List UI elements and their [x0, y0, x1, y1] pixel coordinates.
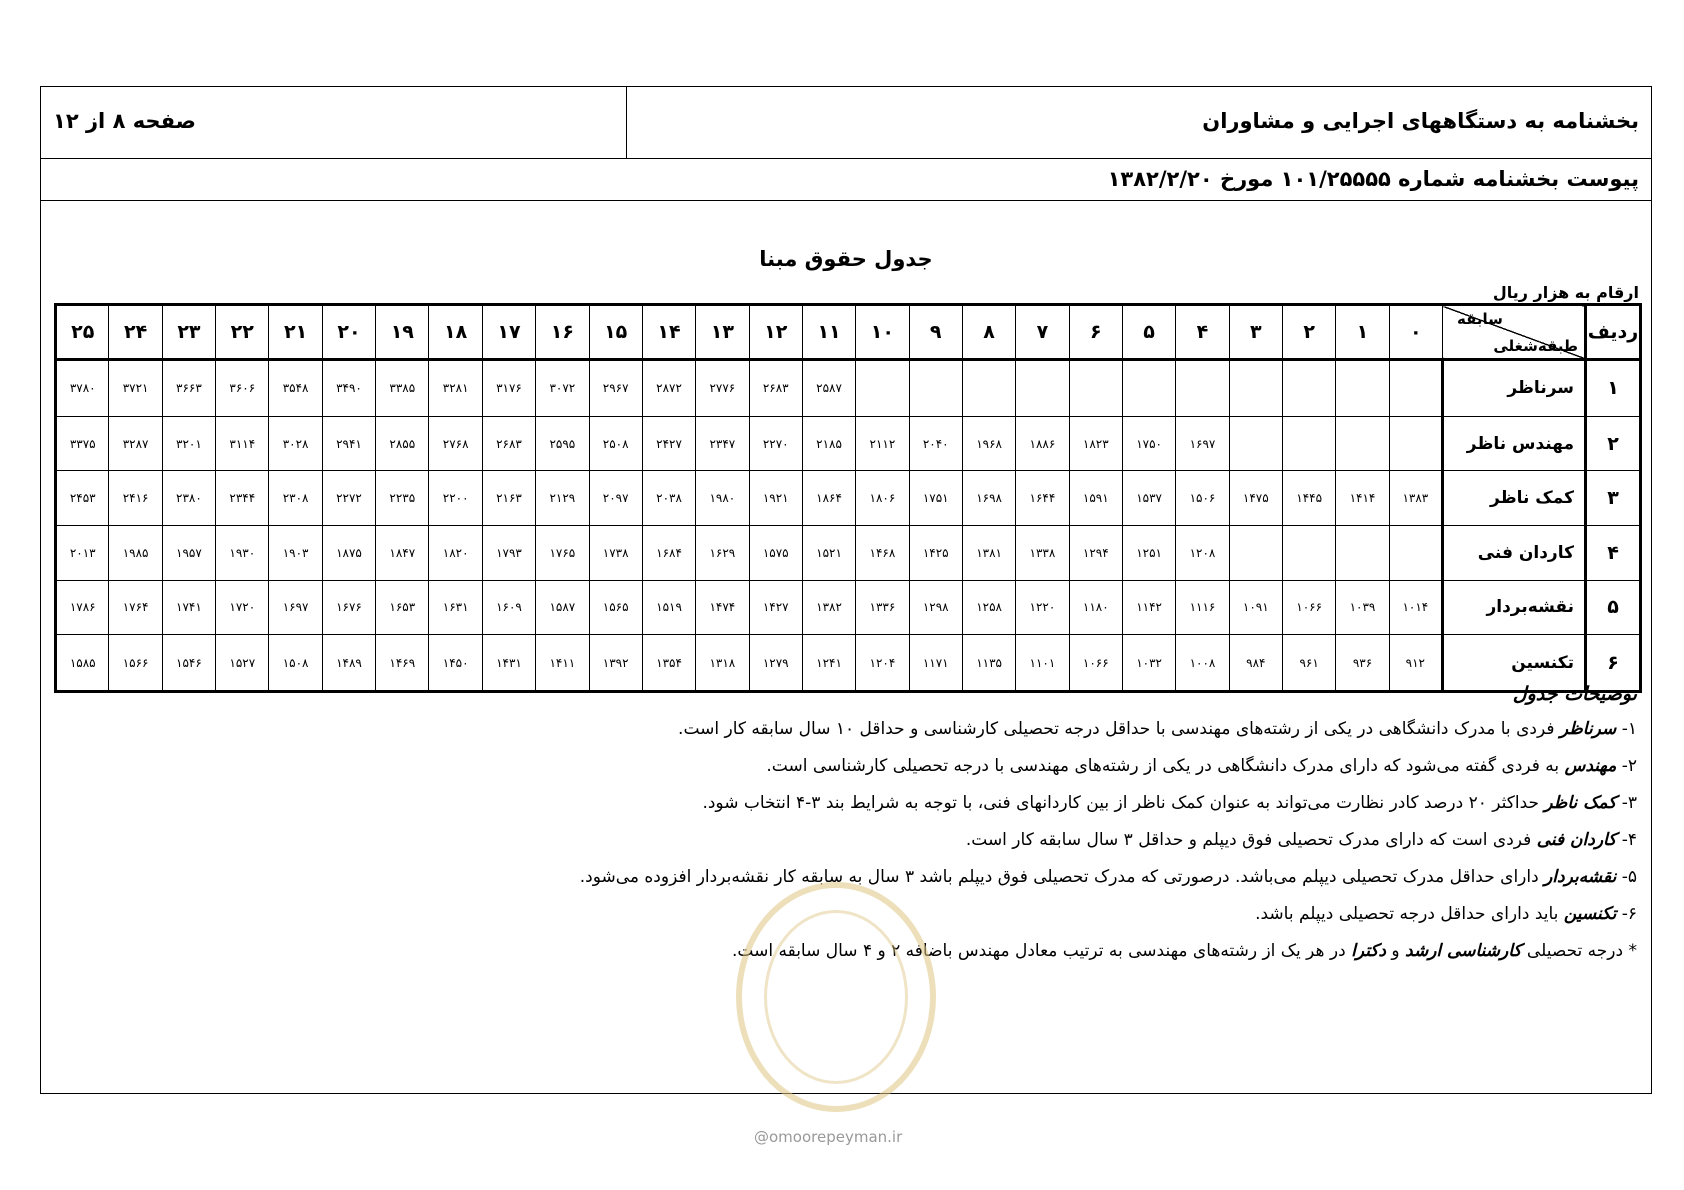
- salary-cell: ۲۵۹۵: [536, 416, 589, 471]
- job-category: تکنسین: [1443, 635, 1586, 692]
- salary-cell: ۱۸۲۰: [429, 525, 482, 580]
- salary-cell: ۲۵۰۸: [589, 416, 642, 471]
- salary-cell: ۱۷۶۴: [109, 580, 162, 635]
- salary-cell: [962, 360, 1015, 417]
- table-header-row: [56, 305, 1641, 360]
- salary-cell: ۱۹۸۰: [696, 471, 749, 526]
- salary-cell: ۱۶۰۹: [482, 580, 535, 635]
- note-item: [47, 822, 1637, 859]
- note-keyword: سرناظر: [1559, 719, 1617, 739]
- note-item: [47, 711, 1637, 748]
- row-number: ۲: [1586, 416, 1641, 471]
- salary-cell: ۱۵۹۱: [1069, 471, 1122, 526]
- attachment-row: [41, 159, 1651, 201]
- experience-column-14: ۱۴: [642, 305, 695, 360]
- experience-column-21: ۲۱: [269, 305, 322, 360]
- salary-cell: ۲۱۲۹: [536, 471, 589, 526]
- salary-cell: ۱۹۵۷: [162, 525, 215, 580]
- salary-cell: ۲۰۱۳: [56, 525, 109, 580]
- experience-column-11: ۱۱: [802, 305, 855, 360]
- note-text: حداکثر ۲۰ درصد کادر نظارت می‌تواند به عنوان کمک ناظر از بین کاردانهای فنی، با توجه به شرایط بند ۳-۴ انتخاب شود.: [702, 793, 1545, 813]
- salary-cell: ۱۶۷۶: [322, 580, 375, 635]
- table-row: [56, 416, 1641, 471]
- note-text: فردی است که دارای مدرک تحصیلی فوق دیپلم و حداقل ۳ سال سابقه کار است.: [965, 830, 1537, 850]
- salary-cell: ۱۳۳۶: [856, 580, 909, 635]
- salary-cell: ۱۰۳۲: [1122, 635, 1175, 692]
- salary-cell: ۱۷۶۵: [536, 525, 589, 580]
- experience-column-1: ۱: [1336, 305, 1389, 360]
- experience-column-19: ۱۹: [376, 305, 429, 360]
- salary-cell: ۲۳۴۷: [696, 416, 749, 471]
- salary-cell: ۱۵۴۶: [162, 635, 215, 692]
- job-category: سرناظر: [1443, 360, 1586, 417]
- salary-cell: ۲۷۶۸: [429, 416, 482, 471]
- salary-cell: [1229, 416, 1282, 471]
- note-number: ۳-: [1616, 793, 1637, 813]
- salary-cell: ۲۲۷۲: [322, 471, 375, 526]
- salary-cell: ۱۶۸۴: [642, 525, 695, 580]
- circular-title: بخشنامه به دستگاههای اجرایی و مشاوران: [1202, 109, 1639, 133]
- salary-cell: ۳۱۷۶: [482, 360, 535, 417]
- salary-cell: ۱۷۹۳: [482, 525, 535, 580]
- salary-cell: ۳۲۸۱: [429, 360, 482, 417]
- unit-note: ارقام به هزار ریال: [1492, 283, 1639, 302]
- salary-cell: ۱۵۲۱: [802, 525, 855, 580]
- salary-cell: ۲۴۱۶: [109, 471, 162, 526]
- salary-cell: ۲۳۴۴: [216, 471, 269, 526]
- row-number: ۳: [1586, 471, 1641, 526]
- salary-cell: ۱۷۲۰: [216, 580, 269, 635]
- row-number: ۱: [1586, 360, 1641, 417]
- note-text: دارای حداقل مدرک تحصیلی دیپلم می‌باشد. درصورتی که مدرک تحصیلی فوق دیپلم باشد ۳ سال به سابقه کار نقشه‌بردار افزوده می‌شود.: [579, 867, 1545, 887]
- salary-cell: ۲۲۷۰: [749, 416, 802, 471]
- salary-cell: ۲۳۰۸: [269, 471, 322, 526]
- salary-cell: [1069, 360, 1122, 417]
- note-item: [47, 785, 1637, 822]
- category-header: طبقه‌شغلی: [1493, 337, 1578, 355]
- experience-column-15: ۱۵: [589, 305, 642, 360]
- salary-cell: ۲۶۸۳: [482, 416, 535, 471]
- salary-cell: ۱۱۷۱: [909, 635, 962, 692]
- experience-column-24: ۲۴: [109, 305, 162, 360]
- salary-cell: ۱۱۴۲: [1122, 580, 1175, 635]
- salary-cell: ۱۳۳۸: [1016, 525, 1069, 580]
- note-star-keyword-doctorate: دکترا: [1351, 941, 1386, 961]
- note-text: به فردی گفته می‌شود که دارای مدرک دانشگاهی در یکی از رشته‌های مهندسی با درجه تحصیلی کارشناسی است.: [766, 756, 1565, 776]
- salary-cell: ۱۴۲۵: [909, 525, 962, 580]
- salary-cell: [1229, 360, 1282, 417]
- salary-cell: ۱۰۹۱: [1229, 580, 1282, 635]
- note-number: ۱-: [1616, 719, 1637, 739]
- salary-cell: ۱۴۶۸: [856, 525, 909, 580]
- note-text: فردی با مدرک دانشگاهی در یکی از رشته‌های مهندسی با حداقل درجه تحصیلی کارشناسی و حداقل ۱۰ سال سابقه کار است.: [678, 719, 1560, 739]
- salary-cell: ۱۵۳۷: [1122, 471, 1175, 526]
- table-row: [56, 471, 1641, 526]
- salary-cell: ۲۱۸۵: [802, 416, 855, 471]
- salary-cell: ۱۵۶۵: [589, 580, 642, 635]
- note-keyword: کاردان فنی: [1536, 830, 1617, 850]
- salary-cell: ۳۶۰۶: [216, 360, 269, 417]
- salary-cell: ۲۶۸۳: [749, 360, 802, 417]
- salary-cell: ۱۲۲۰: [1016, 580, 1069, 635]
- experience-column-16: ۱۶: [536, 305, 589, 360]
- salary-cell: ۲۴۲۷: [642, 416, 695, 471]
- salary-cell: ۱۶۹۷: [1176, 416, 1229, 471]
- salary-cell: ۹۳۶: [1336, 635, 1389, 692]
- salary-cell: ۳۳۸۵: [376, 360, 429, 417]
- salary-cell: ۲۱۶۳: [482, 471, 535, 526]
- salary-cell: ۱۱۰۱: [1016, 635, 1069, 692]
- salary-cell: ۳۷۸۰: [56, 360, 109, 417]
- salary-cell: ۱۳۵۴: [642, 635, 695, 692]
- salary-cell: ۱۱۱۶: [1176, 580, 1229, 635]
- table-body: [56, 360, 1641, 692]
- salary-cell: ۱۸۰۶: [856, 471, 909, 526]
- experience-column-18: ۱۸: [429, 305, 482, 360]
- experience-column-12: ۱۲: [749, 305, 802, 360]
- watermark-seal-logo: [736, 882, 936, 1112]
- experience-column-22: ۲۲: [216, 305, 269, 360]
- row-number: ۵: [1586, 580, 1641, 635]
- experience-column-17: ۱۷: [482, 305, 535, 360]
- salary-cell: ۲۵۸۷: [802, 360, 855, 417]
- salary-cell: ۲۰۴۰: [909, 416, 962, 471]
- salary-cell: ۱۲۹۴: [1069, 525, 1122, 580]
- salary-cell: ۲۴۵۳: [56, 471, 109, 526]
- header-page-cell: [41, 87, 627, 158]
- salary-cell: ۱۰۶۶: [1069, 635, 1122, 692]
- job-category: نقشه‌بردار: [1443, 580, 1586, 635]
- salary-cell: ۱۴۱۴: [1336, 471, 1389, 526]
- note-star-text: در هر یک از رشته‌های مهندسی به ترتیب معادل مهندس باضافه ۲ و ۴ سال سابقه است.: [732, 941, 1352, 961]
- page-number: صفحه ۸ از ۱۲: [53, 109, 196, 133]
- salary-cell: ۲۹۴۱: [322, 416, 375, 471]
- job-category: کمک ناظر: [1443, 471, 1586, 526]
- experience-column-25: ۲۵: [56, 305, 109, 360]
- experience-column-8: ۸: [962, 305, 1015, 360]
- salary-cell: ۲۸۷۲: [642, 360, 695, 417]
- salary-cell: ۳۰۷۲: [536, 360, 589, 417]
- salary-cell: [1336, 525, 1389, 580]
- salary-cell: ۲۸۵۵: [376, 416, 429, 471]
- salary-cell: ۱۲۵۱: [1122, 525, 1175, 580]
- salary-cell: ۱۴۱۱: [536, 635, 589, 692]
- experience-column-13: ۱۳: [696, 305, 749, 360]
- experience-column-4: ۴: [1176, 305, 1229, 360]
- salary-cell: ۱۵۸۵: [56, 635, 109, 692]
- experience-column-23: ۲۳: [162, 305, 215, 360]
- salary-cell: ۱۶۴۴: [1016, 471, 1069, 526]
- salary-cell: ۳۷۲۱: [109, 360, 162, 417]
- table-row: [56, 360, 1641, 417]
- row-number-header: ردیف: [1586, 305, 1641, 360]
- note-keyword: کمک ناظر: [1544, 793, 1617, 813]
- salary-cell: [1282, 360, 1335, 417]
- salary-cell: [909, 360, 962, 417]
- salary-cell: ۱۵۶۶: [109, 635, 162, 692]
- salary-cell: ۲۷۷۶: [696, 360, 749, 417]
- salary-cell: ۲۲۰۰: [429, 471, 482, 526]
- salary-cell: ۱۴۴۵: [1282, 471, 1335, 526]
- salary-cell: ۱۴۷۵: [1229, 471, 1282, 526]
- note-number: ۶-: [1616, 904, 1637, 924]
- salary-cell: [1176, 360, 1229, 417]
- salary-cell: ۲۳۸۰: [162, 471, 215, 526]
- salary-cell: ۱۶۳۱: [429, 580, 482, 635]
- watermark-site: @omoorepeyman.ir: [754, 1128, 903, 1146]
- experience-column-5: ۵: [1122, 305, 1175, 360]
- salary-cell: ۱۹۸۵: [109, 525, 162, 580]
- note-number: ۵-: [1616, 867, 1637, 887]
- salary-cell: ۳۴۹۰: [322, 360, 375, 417]
- salary-cell: ۲۱۱۲: [856, 416, 909, 471]
- job-category: کاردان فنی: [1443, 525, 1586, 580]
- note-item: [47, 748, 1637, 785]
- salary-cell: [1336, 360, 1389, 417]
- salary-cell: [1389, 525, 1442, 580]
- table-title: جدول حقوق مبنا: [759, 247, 933, 271]
- salary-cell: ۱۶۹۸: [962, 471, 1015, 526]
- salary-cell: ۱۲۴۱: [802, 635, 855, 692]
- salary-cell: ۱۴۶۹: [376, 635, 429, 692]
- salary-cell: ۲۰۹۷: [589, 471, 642, 526]
- salary-cell: ۳۳۷۵: [56, 416, 109, 471]
- salary-cell: [1016, 360, 1069, 417]
- salary-cell: ۱۳۸۲: [802, 580, 855, 635]
- salary-cell: ۱۴۳۱: [482, 635, 535, 692]
- note-keyword: تکنسین: [1563, 904, 1617, 924]
- salary-cell: ۱۰۱۴: [1389, 580, 1442, 635]
- salary-cell: ۱۹۲۱: [749, 471, 802, 526]
- salary-cell: ۱۳۸۳: [1389, 471, 1442, 526]
- salary-cell: ۱۳۱۸: [696, 635, 749, 692]
- note-star-keyword-masters: کارشناسی ارشد: [1405, 941, 1522, 961]
- salary-cell: ۱۴۲۷: [749, 580, 802, 635]
- salary-table: [54, 303, 1642, 693]
- salary-cell: ۹۸۴: [1229, 635, 1282, 692]
- salary-cell: ۳۲۸۷: [109, 416, 162, 471]
- salary-cell: [1336, 416, 1389, 471]
- salary-cell: ۳۵۴۸: [269, 360, 322, 417]
- experience-column-10: ۱۰: [856, 305, 909, 360]
- salary-cell: ۱۶۹۷: [269, 580, 322, 635]
- salary-cell: ۱۷۴۱: [162, 580, 215, 635]
- note-text: باید دارای حداقل درجه تحصیلی دیپلم باشد.: [1255, 904, 1564, 924]
- salary-cell: ۱۸۷۵: [322, 525, 375, 580]
- salary-cell: ۱۸۴۷: [376, 525, 429, 580]
- salary-cell: ۱۷۵۰: [1122, 416, 1175, 471]
- salary-cell: ۱۶۵۳: [376, 580, 429, 635]
- salary-cell: ۱۹۰۳: [269, 525, 322, 580]
- salary-cell: ۱۵۰۶: [1176, 471, 1229, 526]
- experience-column-3: ۳: [1229, 305, 1282, 360]
- salary-cell: ۱۹۳۰: [216, 525, 269, 580]
- salary-cell: [1229, 525, 1282, 580]
- salary-cell: ۱۶۲۹: [696, 525, 749, 580]
- salary-cell: [856, 360, 909, 417]
- salary-cell: ۱۳۹۲: [589, 635, 642, 692]
- experience-column-7: ۷: [1016, 305, 1069, 360]
- salary-cell: ۱۷۵۱: [909, 471, 962, 526]
- salary-cell: ۱۸۸۶: [1016, 416, 1069, 471]
- salary-cell: ۱۷۸۶: [56, 580, 109, 635]
- experience-column-9: ۹: [909, 305, 962, 360]
- notes-title: توضیحات جدول: [1512, 683, 1637, 705]
- salary-cell: [1122, 360, 1175, 417]
- salary-cell: [1282, 525, 1335, 580]
- row-number: ۶: [1586, 635, 1641, 692]
- header-row: [41, 87, 1651, 159]
- salary-cell: ۱۵۷۵: [749, 525, 802, 580]
- job-category: مهندس ناظر: [1443, 416, 1586, 471]
- salary-cell: ۱۴۷۴: [696, 580, 749, 635]
- salary-cell: ۹۱۲: [1389, 635, 1442, 692]
- salary-cell: ۱۰۶۶: [1282, 580, 1335, 635]
- salary-cell: ۱۳۸۱: [962, 525, 1015, 580]
- salary-cell: ۱۲۵۸: [962, 580, 1015, 635]
- experience-column-6: ۶: [1069, 305, 1122, 360]
- note-number: ۲-: [1616, 756, 1637, 776]
- table-row: [56, 525, 1641, 580]
- experience-column-2: ۲: [1282, 305, 1335, 360]
- experience-header: سابقه: [1457, 310, 1503, 328]
- salary-cell: ۱۴۸۹: [322, 635, 375, 692]
- salary-cell: ۱۷۳۸: [589, 525, 642, 580]
- salary-cell: ۱۲۰۴: [856, 635, 909, 692]
- salary-cell: ۱۰۳۹: [1336, 580, 1389, 635]
- salary-cell: ۱۲۰۸: [1176, 525, 1229, 580]
- salary-cell: ۹۶۱: [1282, 635, 1335, 692]
- salary-cell: ۲۲۳۵: [376, 471, 429, 526]
- salary-cell: ۱۹۶۸: [962, 416, 1015, 471]
- note-star-mid: و: [1386, 941, 1406, 961]
- experience-column-20: ۲۰: [322, 305, 375, 360]
- salary-cell: ۱۴۵۰: [429, 635, 482, 692]
- salary-cell: ۲۹۶۷: [589, 360, 642, 417]
- salary-cell: ۳۰۲۸: [269, 416, 322, 471]
- note-keyword: نقشه‌بردار: [1544, 867, 1617, 887]
- salary-cell: ۳۶۶۳: [162, 360, 215, 417]
- corner-header: [1443, 305, 1586, 360]
- note-keyword: مهندس: [1564, 756, 1617, 776]
- salary-cell: ۱۱۳۵: [962, 635, 1015, 692]
- salary-cell: ۱۱۸۰: [1069, 580, 1122, 635]
- salary-cell: ۳۱۱۴: [216, 416, 269, 471]
- salary-cell: ۱۵۰۸: [269, 635, 322, 692]
- salary-cell: ۲۰۳۸: [642, 471, 695, 526]
- row-number: ۴: [1586, 525, 1641, 580]
- table-row: [56, 580, 1641, 635]
- note-star-prefix: * درجه تحصیلی: [1521, 941, 1637, 961]
- salary-cell: [1389, 416, 1442, 471]
- salary-cell: ۱۲۹۸: [909, 580, 962, 635]
- note-number: ۴-: [1616, 830, 1637, 850]
- experience-column-0: ۰: [1389, 305, 1442, 360]
- salary-cell: [1389, 360, 1442, 417]
- salary-cell: ۱۰۰۸: [1176, 635, 1229, 692]
- salary-cell: ۱۵۱۹: [642, 580, 695, 635]
- salary-cell: ۱۸۶۴: [802, 471, 855, 526]
- salary-cell: ۱۲۷۹: [749, 635, 802, 692]
- attachment-reference: پیوست بخشنامه شماره ۱۰۱/۲۵۵۵۵ مورخ ۱۳۸۲/۲/۲۰: [1107, 167, 1639, 191]
- salary-cell: [1282, 416, 1335, 471]
- salary-cell: ۱۵۲۷: [216, 635, 269, 692]
- salary-cell: ۱۸۲۳: [1069, 416, 1122, 471]
- salary-cell: ۱۵۸۷: [536, 580, 589, 635]
- salary-cell: ۳۲۰۱: [162, 416, 215, 471]
